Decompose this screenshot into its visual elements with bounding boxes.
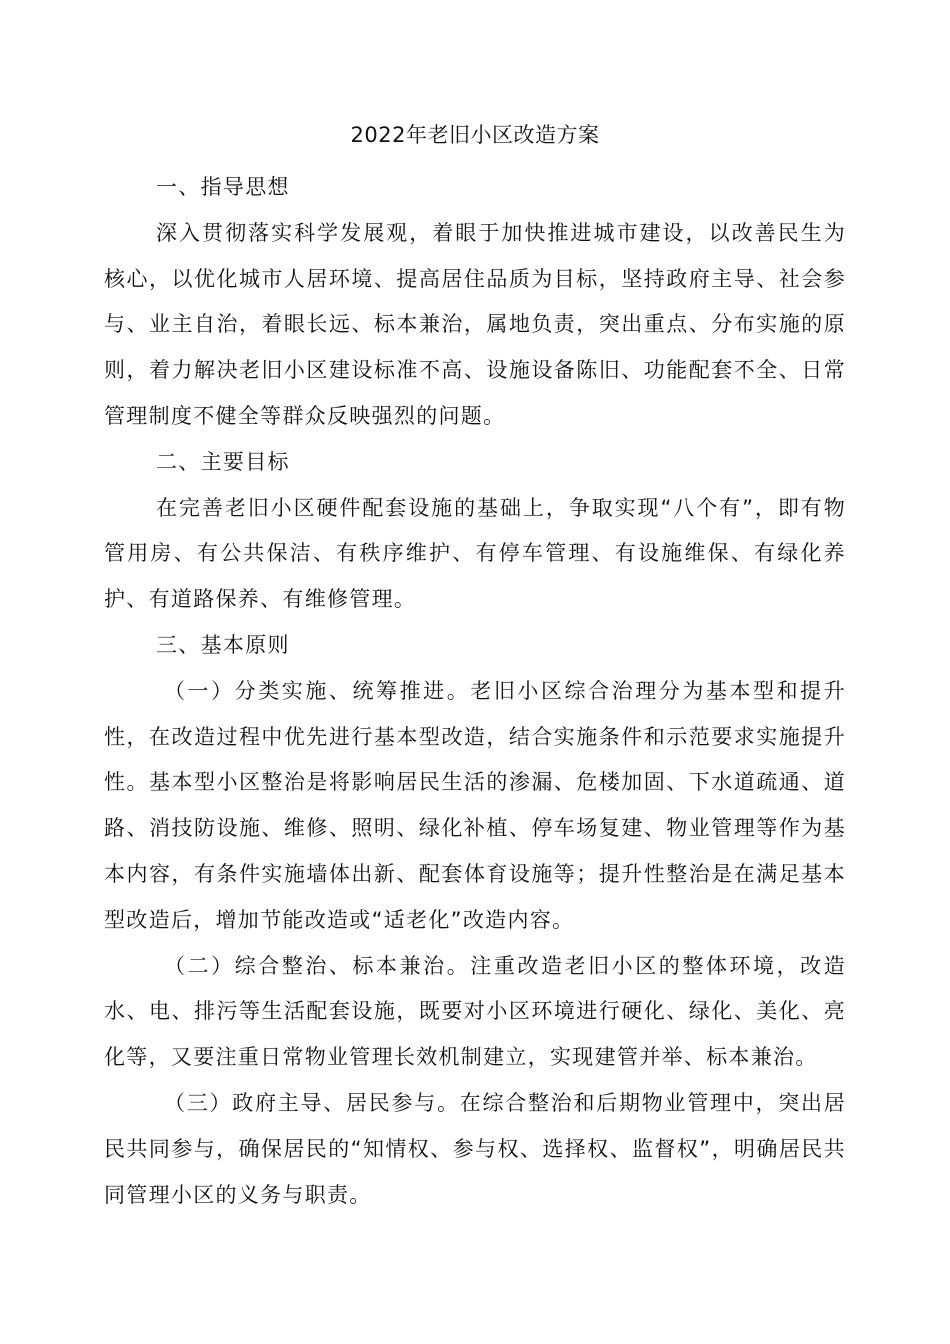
document-body (104, 165, 846, 1218)
section-heading-basic-principles: 三、基本原则 (156, 632, 290, 657)
section-heading-guiding-thought: 一、指导思想 (156, 175, 290, 199)
paragraph-principle-comprehensive-rectification: （二）综合整治、标本兼治。注重改造老旧小区的整体环境，改造水、电、排污等生活配套设施，既要对小区环境进行硬化、绿化、美化、亮化等，又要注重日常物业管理长效机制建立，实现建管并举、标本兼治。 (104, 953, 846, 1070)
paragraph-principle-government-led: （三）政府主导、居民参与。在综合整治和后期物业管理中，突出居民共同参与，确保居民的“知情权、参与权、选择权、监督权”，明确居民共同管理小区的义务与职责。 (104, 1090, 846, 1207)
paragraph-guiding-thought: 深入贯彻落实科学发展观，着眼于加快推进城市建设，以改善民生为核心，以优化城市人居环境、提高居住品质为目标，坚持政府主导、社会参与、业主自治，着眼长远、标本兼治，属地负责，突出重点、分布实施的原则，着力解决老旧小区建设标准不高、设施设备陈旧、功能配套不全、日常管理制度不健全等群众反映强烈的问题。 (104, 220, 846, 428)
paragraph-main-goals: 在完善老旧小区硬件配套设施的基础上，争取实现“八个有”，即有物管用房、有公共保洁、有秩序维护、有停车管理、有设施维保、有绿化养护、有道路保养、有维修管理。 (104, 495, 846, 612)
paragraph-principle-classified-implementation: （一）分类实施、统筹推进。老旧小区综合治理分为基本型和提升性，在改造过程中优先进行基本型改造，结合实施条件和示范要求实施提升性。基本型小区整治是将影响居民生活的渗漏、危楼加固、下水道疏通、道路、消技防设施、维修、照明、绿化补植、停车场复建、物业管理等作为基本内容，有条件实施墙体出新、配套体育设施等；提升性整治是在满足基本型改造后，增加节能改造或“适老化”改造内容。 (104, 678, 846, 932)
document-title: 2022年老旧小区改造方案 (350, 123, 600, 147)
section-heading-main-goals: 二、主要目标 (156, 449, 290, 474)
